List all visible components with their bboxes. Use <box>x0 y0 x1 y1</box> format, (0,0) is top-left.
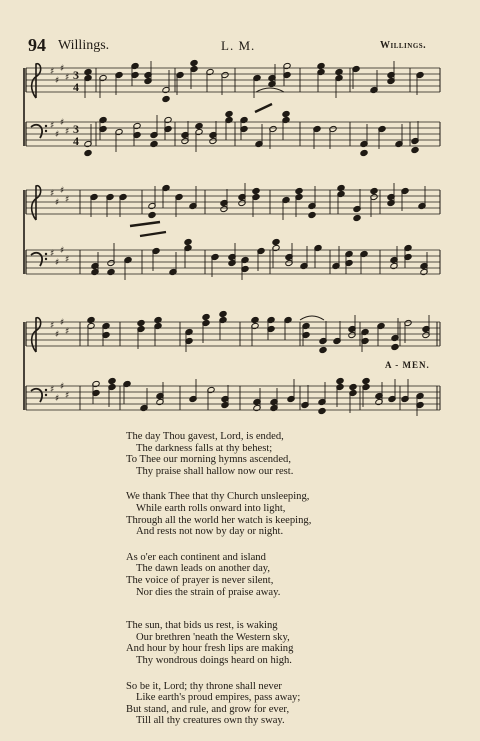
sharp-icon: ♯ <box>60 186 65 196</box>
note-head <box>317 62 325 69</box>
sharp-icon: ♯ <box>55 394 60 404</box>
note-head <box>150 140 158 147</box>
sharp-icon: ♯ <box>60 318 65 328</box>
note-head <box>319 346 327 353</box>
tie <box>256 88 284 92</box>
note-head <box>148 211 156 218</box>
note-head <box>154 316 162 323</box>
verse-line: Till all thy creatures own thy sway. <box>136 715 285 727</box>
note-head <box>108 377 116 384</box>
verse-1 <box>126 431 446 477</box>
verse-line: The dawn leads on another day, <box>136 563 271 575</box>
bass-clef-dot <box>45 125 47 127</box>
verse-line: Thy praise shall hallow now our rest. <box>136 465 294 477</box>
treble-clef-icon <box>32 186 41 220</box>
beam <box>130 222 160 226</box>
bass-clef-icon <box>31 253 42 266</box>
note-head <box>308 211 316 218</box>
note-head <box>318 407 326 414</box>
sharp-icon: ♯ <box>55 330 60 340</box>
sharp-icon: ♯ <box>60 64 65 74</box>
sharp-icon: ♯ <box>65 327 70 337</box>
sharp-icon: ♯ <box>50 189 55 199</box>
note-head <box>335 68 343 75</box>
sharp-icon: ♯ <box>50 321 55 331</box>
sharp-icon: ♯ <box>65 127 70 137</box>
time-signature-bottom: 4 <box>73 80 79 94</box>
time-signature-top: 3 <box>73 122 79 136</box>
verse-line: Nor dies the strain of praise away. <box>136 586 281 598</box>
bass-clef-dot <box>45 253 47 255</box>
verse-line: The sun, that bids us rest, is waking <box>126 620 278 632</box>
note-head <box>391 343 399 350</box>
note-head <box>202 313 210 320</box>
hymn-title: Willings. <box>58 38 110 53</box>
note-head <box>337 184 345 191</box>
time-signature-top: 3 <box>73 68 79 82</box>
sharp-icon: ♯ <box>55 198 60 208</box>
note-head <box>411 146 419 153</box>
amen-label: A - MEN. <box>385 360 430 370</box>
sharp-icon: ♯ <box>65 391 70 401</box>
note-head <box>252 187 260 194</box>
verse-line: Like earth's proud empires, pass away; <box>136 692 301 704</box>
verse-2 <box>126 491 446 537</box>
verse-4 <box>126 620 446 666</box>
sharp-icon: ♯ <box>55 130 60 140</box>
verse-3 <box>126 552 446 598</box>
sharp-icon: ♯ <box>60 118 65 128</box>
sharp-icon: ♯ <box>50 385 55 395</box>
verse-line: But stand, and rule, and grow for ever, <box>126 703 290 715</box>
hymn-meter: L. M. <box>221 38 256 53</box>
note-head <box>184 238 192 245</box>
note-head <box>219 310 227 317</box>
note-head <box>349 383 357 390</box>
note-head <box>370 187 378 194</box>
verses <box>126 431 446 741</box>
tune-name: Willings. <box>380 40 427 51</box>
note-head <box>84 68 92 75</box>
hymn-number: 94 <box>28 35 46 55</box>
sharp-icon: ♯ <box>50 121 55 131</box>
sharp-icon: ♯ <box>65 73 70 83</box>
tie <box>300 316 324 320</box>
note-head <box>225 110 233 117</box>
bass-clef-dot <box>45 258 47 260</box>
bass-clef-dot <box>45 130 47 132</box>
beam <box>255 104 272 112</box>
treble-clef-icon <box>32 318 41 352</box>
verse-line: To Thee our morning hymns ascended, <box>126 454 291 466</box>
verse-line: We thank Thee that thy Church unsleeping, <box>126 491 310 503</box>
bass-clef-dot <box>45 394 47 396</box>
verse-line: So be it, Lord; thy throne shall never <box>126 680 282 692</box>
beam <box>140 232 166 236</box>
note-head <box>362 377 370 384</box>
note-head <box>251 316 259 323</box>
verse-line: Through all the world her watch is keeping, <box>126 514 312 526</box>
note-head <box>360 149 368 156</box>
verse-5 <box>126 681 446 727</box>
verse-line: The day Thou gavest, Lord, is ended, <box>126 431 284 442</box>
verse-line: And hour by hour fresh lips are making <box>126 643 294 655</box>
sharp-icon: ♯ <box>50 249 55 259</box>
note-head <box>107 268 115 275</box>
bass-clef-dot <box>45 389 47 391</box>
note-head <box>137 319 145 326</box>
note-head <box>87 316 95 323</box>
time-signature-bottom: 4 <box>73 134 79 148</box>
note-head <box>272 238 280 245</box>
bass-clef-icon <box>31 125 42 138</box>
note-head <box>336 377 344 384</box>
note-head <box>282 110 290 117</box>
sharp-icon: ♯ <box>55 76 60 86</box>
sharp-icon: ♯ <box>65 195 70 205</box>
sharp-icon: ♯ <box>65 255 70 265</box>
verse-line: The voice of prayer is never silent, <box>126 574 274 586</box>
sharp-icon: ♯ <box>50 67 55 77</box>
note-head <box>84 149 92 156</box>
sharp-icon: ♯ <box>55 258 60 268</box>
sharp-icon: ♯ <box>60 382 65 392</box>
note-head <box>162 95 170 102</box>
verse-line: The darkness falls at thy behest; <box>136 442 273 454</box>
verse-line: While earth rolls onward into light, <box>136 502 286 514</box>
note-head <box>195 122 203 129</box>
sharp-icon: ♯ <box>60 246 65 256</box>
verse-line: Our brethren 'neath the Western sky, <box>136 631 290 643</box>
note-head <box>190 59 198 66</box>
treble-clef-icon <box>32 64 41 98</box>
bass-clef-icon <box>31 389 42 402</box>
note-head <box>353 214 361 221</box>
verse-line: As o'er each continent and island <box>126 551 266 563</box>
verse-line: And rests not now by day or night. <box>136 526 284 538</box>
note-head <box>295 187 303 194</box>
verse-line: Thy wondrous doings heard on high. <box>136 654 292 666</box>
